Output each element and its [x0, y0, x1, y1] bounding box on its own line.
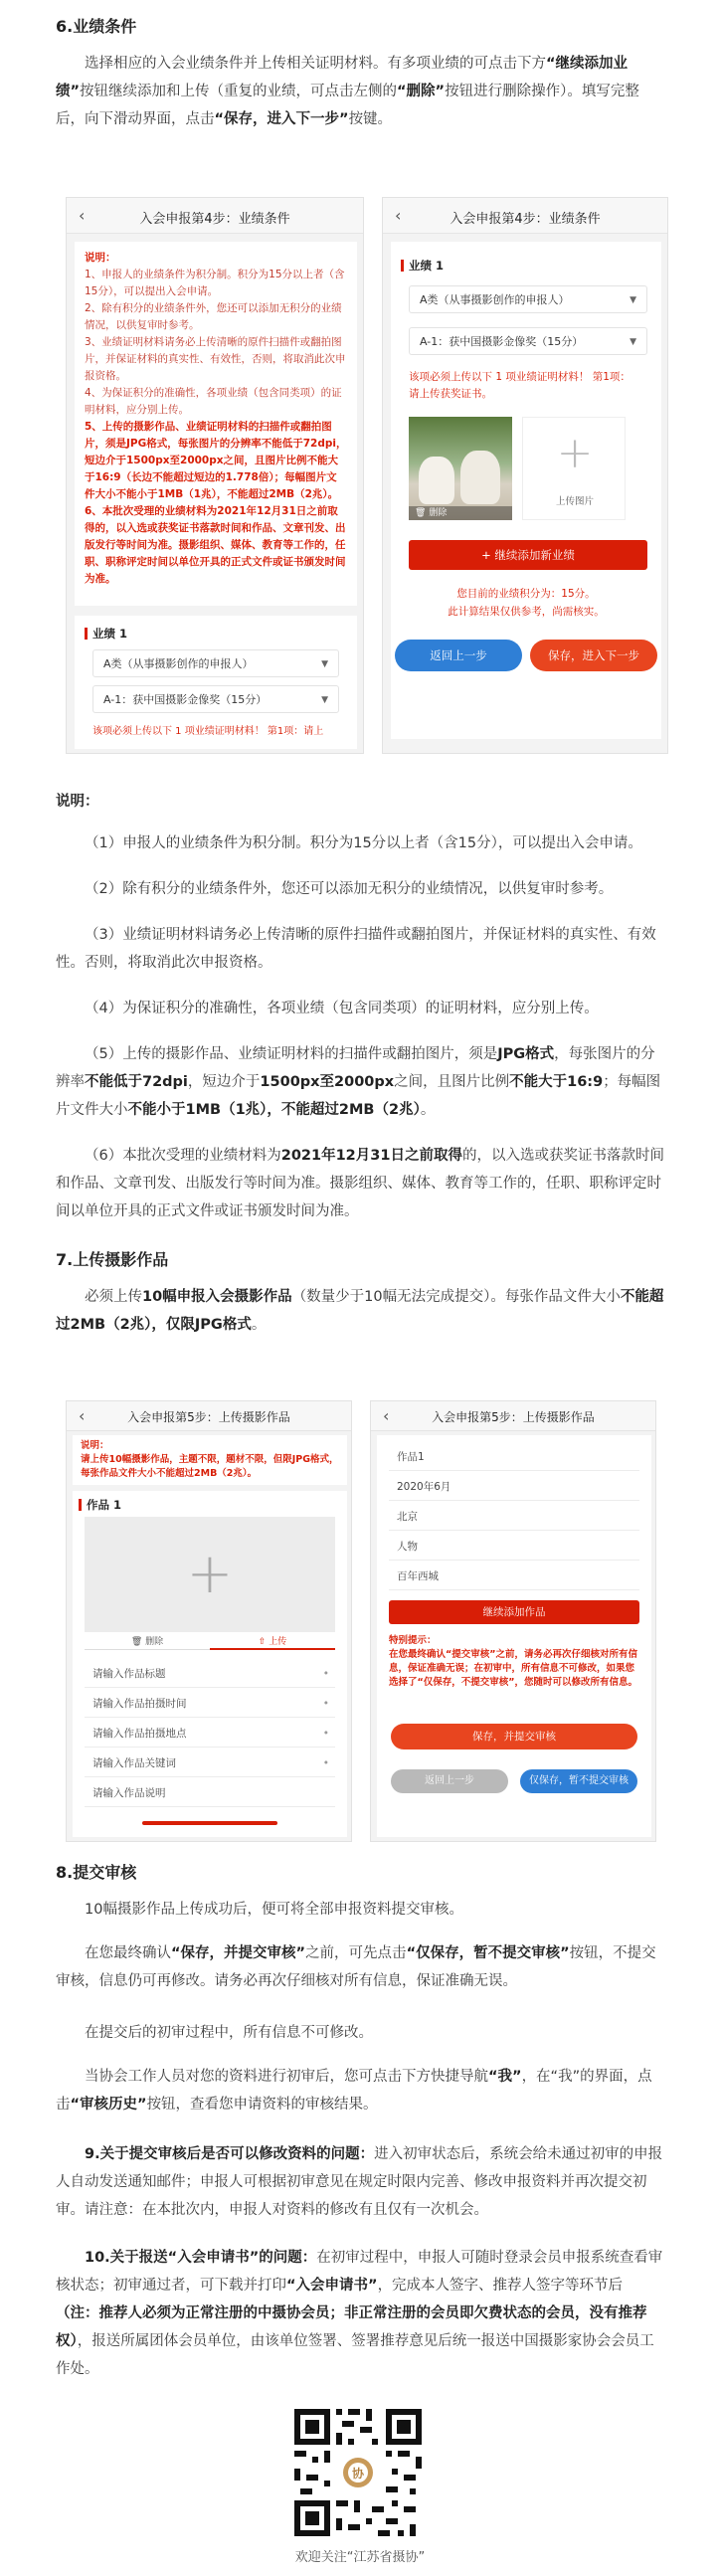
back-arrow-icon[interactable]: ‹ [79, 206, 86, 225]
upload-tab[interactable]: ⇧ 上传 [210, 1634, 335, 1650]
description-field[interactable]: 百年西城 [389, 1564, 639, 1590]
chevron-down-icon: ▼ [321, 695, 328, 705]
qr-logo-text: 协 [351, 2467, 364, 2481]
section7-title: 7.上传摄影作品 [56, 1250, 169, 1269]
location-field[interactable]: 请输入作品拍摄地点 • [85, 1722, 335, 1748]
chevron-down-icon: ▼ [630, 337, 636, 347]
note-p4: （4）为保证积分的准确性，各项业绩（包含同类项）的证明材料，应分别上传。 [85, 1001, 599, 1016]
title-field[interactable]: 作品1 [389, 1445, 639, 1471]
tip-text: 在您最终确认“提交审核”之前，请务必再次仔细核对所有信息，保证准确无误；在初审中，所有信息不可修改，如果您选择了“仅保存，不提交审核”，您随时可以修改所有信息。 [389, 1649, 637, 1688]
item-select[interactable]: A-1：获中国摄影金像奖（15分） ▼ [409, 327, 647, 355]
location-field[interactable]: 北京 [389, 1505, 639, 1531]
back-button[interactable]: 返回上一步 [395, 640, 522, 671]
pelican-shape [460, 451, 500, 504]
achievement-card [75, 616, 357, 749]
section8-p4: 当协会工作人员对您的资料进行初审后，您可点击下方快捷导航“我”，在“我”的界面，点击“审核历史”按钮，查看您申请资料的审核结果。 [56, 2069, 652, 2113]
upload-warning: 该项必须上传以下 1 项业绩证明材料！ 第1项：请上传获奖证书。 [409, 371, 630, 400]
description-field[interactable]: 请输入作品说明 [85, 1781, 335, 1807]
keyword-field[interactable]: 人物 [389, 1535, 639, 1561]
note-p5: （5）上传的摄影作品、业绩证明材料的扫描件或翻拍图片，须是JPG格式，每张图片的分辨率不能低于72dpi，短边介于1500px至2000px之间，且图片比例不能大于16:9；每幅图片文件大小不能小于1MB（1兆），不能超过2MB（2兆）。 [56, 1046, 661, 1118]
note-item: 2、除有积分的业绩条件外，您还可以添加无积分的业绩情况，以供复审时参考。 [85, 302, 342, 331]
pelican-shape [419, 457, 454, 504]
uploaded-photo-pelicans [409, 417, 512, 520]
achievement-label: 业绩 1 [409, 259, 445, 273]
section7-body: 必须上传10幅申报入会摄影作品（数量少于10幅无法完成提交）。每张作品文件大小不能超过2MB（2兆），仅限JPG格式。 [56, 1289, 664, 1333]
back-arrow-icon[interactable]: ‹ [383, 1406, 390, 1425]
note-item-red: 5、上传的摄影作品、业绩证明材料的扫描件或翻拍图片，须是JPG格式，每张图片的分辨率不能低于72dpi，短边介于1500px至2000px之间，且图片比例不能大于16:9（长边不能超过短边的1.778倍）；每幅图片文件大小不能小于1MB（1兆），不能超过2MB（2兆）。 [85, 421, 347, 500]
section6-intro: 选择相应的入会业绩条件并上传相关证明材料。有多项业绩的可点击下方“继续添加业绩”按钮继续添加和上传（重复的业绩，可点击左侧的“删除”按钮进行删除操作）。填写完整后，向下滑动界面，点击“保存，进入下一步”按键。 [56, 56, 639, 127]
chevron-down-icon: ▼ [321, 659, 328, 669]
plus-icon: + [556, 428, 594, 478]
achievement-card [391, 242, 661, 739]
trash-icon: 🗑 [415, 508, 427, 518]
upload-label: 上传图片 [555, 496, 594, 507]
notes-label: 说明： [81, 1440, 109, 1451]
category-select[interactable]: A类（从事摄影创作的申报人） ▼ [409, 285, 647, 313]
score-line: 您目前的业绩积分为：15分。 [456, 588, 596, 600]
add-work-button[interactable]: 继续添加作品 [389, 1600, 639, 1624]
phone-title: 入会申报第4步：业绩条件 [139, 212, 290, 227]
work-card [73, 1491, 347, 1837]
upload-icon: ⇧ [258, 1637, 267, 1647]
section8-p1: 10幅摄影作品上传成功后，便可将全部申报资料提交审核。 [85, 1902, 463, 1918]
phone-screen-step4-notes [66, 197, 364, 754]
chevron-down-icon: ▼ [630, 295, 636, 305]
scroll-indicator [142, 1821, 277, 1825]
keyword-field[interactable]: 请输入作品关键词 • [85, 1751, 335, 1777]
back-button[interactable]: 返回上一步 [391, 1769, 508, 1793]
upload-warning: 该项必须上传以下 1 项业绩证明材料！ 第1项：请上 [92, 726, 324, 737]
notes-card [75, 242, 357, 606]
title-field[interactable]: 请输入作品标题 • [85, 1662, 335, 1688]
save-only-button[interactable]: 仅保存，暂不提交审核 [520, 1769, 637, 1793]
note-p6: （6）本批次受理的业绩材料为2021年12月31日之前取得的，以入选或获奖证书落款时间和作品、文章刊发、出版发行等时间为准。摄影组织、媒体、教育等工作的，任职、职称评定时间以单位开具的正式文件或证书颁发时间为准。 [56, 1148, 664, 1219]
date-field[interactable]: 请输入作品拍摄时间 • [85, 1692, 335, 1718]
note-item: 1、申报人的业绩条件为积分制。积分为15分以上者（含15分），可以提出入会申请。 [85, 269, 345, 297]
phone-header [67, 198, 363, 234]
notes-label: 说明： [85, 252, 116, 264]
phone-header [371, 1401, 655, 1431]
trash-icon: 🗑 [130, 1637, 143, 1647]
notes-text: 请上传10幅摄影作品，主题不限，题材不限，但限JPG格式，每张作品文件大小不能超过2MB（2兆）。 [81, 1454, 339, 1479]
score-note: 此计算结果仅供参考，尚需核实。 [448, 606, 605, 618]
qr-code [290, 2405, 426, 2540]
delete-photo-button[interactable]: 🗑 删除 [409, 506, 512, 520]
save-next-button[interactable]: 保存，进入下一步 [530, 640, 657, 671]
back-arrow-icon[interactable]: ‹ [395, 206, 402, 225]
phone-header [383, 198, 667, 234]
note-item: 4、为保证积分的准确性，各项业绩（包含同类项）的证明材料，应分别上传。 [85, 387, 342, 416]
phone-header [67, 1401, 351, 1431]
qr-caption: 欢迎关注“江苏省摄协” [294, 2550, 426, 2565]
section-marker [401, 260, 404, 272]
section9: 9.关于提交审核后是否可以修改资料的问题：进入初审状态后，系统会给未通过初审的申报人自动发送通知邮件；申报人可根据初审意见在规定时限内完善、修改申报资料并再次提交初审。请注意：在本批次内，申报人对资料的修改有且仅有一次机会。 [56, 2146, 663, 2218]
upload-image-button[interactable] [522, 417, 626, 520]
save-submit-button[interactable]: 保存，并提交审核 [391, 1724, 637, 1749]
work-label: 作品 1 [87, 1498, 122, 1512]
tip-label: 特别提示： [389, 1635, 437, 1646]
phone-screen-step4-upload [382, 197, 668, 754]
phone-title: 入会申报第5步：上传摄影作品 [432, 1410, 595, 1424]
note-item: 3、业绩证明材料请务必上传清晰的原件扫描件或翻拍图片，并保证材料的真实性、有效性，否则，将取消此次申报资格。 [85, 336, 346, 382]
phone-title: 入会申报第4步：业绩条件 [450, 212, 601, 227]
section8-title: 8.提交审核 [56, 1863, 137, 1882]
add-achievement-button[interactable]: + 继续添加新业绩 [409, 540, 647, 570]
section6-title: 6.业绩条件 [56, 17, 137, 36]
work-form-card [377, 1435, 651, 1837]
achievement-label: 业绩 1 [92, 627, 128, 641]
notes-title: 说明： [56, 794, 99, 810]
phone-screen-step5-submit [370, 1400, 656, 1842]
phone-title: 入会申报第5步：上传摄影作品 [127, 1410, 290, 1424]
category-select[interactable]: A类（从事摄影创作的申报人） ▼ [92, 649, 339, 677]
delete-tab[interactable]: 🗑 删除 [85, 1634, 210, 1650]
phone-screen-step5-upload [66, 1400, 352, 1842]
notes-card [73, 1435, 347, 1485]
section10: 10.关于报送“入会申请书”的问题：在初审过程中，申报人可随时登录会员申报系统查看审核状态；初审通过者，可下载并打印“入会申请书”，完成本人签字、推荐人签字等环节后（注：推荐人必须为正常注册的中摄协会员；非正常注册的会员即欠费状态的会员，没有推荐权），报送所属团体会员单位，由该单位签署、签署推荐意见后统一报送中国摄影家协会会员工作处。 [56, 2250, 663, 2377]
upload-area[interactable] [85, 1517, 335, 1632]
item-select[interactable]: A-1：获中国摄影金像奖（15分） ▼ [92, 685, 339, 713]
back-arrow-icon[interactable]: ‹ [79, 1406, 86, 1425]
note-p1: （1）申报人的业绩条件为积分制。积分为15分以上者（含15分），可以提出入会申请。 [85, 835, 642, 851]
note-p2: （2）除有积分的业绩条件外，您还可以添加无积分的业绩情况，以供复审时参考。 [85, 881, 614, 897]
section8-p2: 在您最终确认“保存，并提交审核”之前，可先点击“仅保存，暂不提交审核”按钮，不提交审核，信息仍可再修改。请务必再次仔细核对所有信息，保证准确无误。 [56, 1945, 656, 1989]
note-p3: （3）业绩证明材料请务必上传清晰的原件扫描件或翻拍图片，并保证材料的真实性、有效性。否则，将取消此次申报资格。 [56, 927, 656, 971]
section-marker [85, 628, 88, 640]
section-marker [79, 1499, 82, 1511]
date-field[interactable]: 2020年6月 [389, 1475, 639, 1501]
note-item-red: 6、本批次受理的业绩材料为2021年12月31日之前取得的，以入选或获奖证书落款时间和作品、文章刊发、出版发行等时间为准。摄影组织、媒体、教育等工作的，任职、职称评定时间以单位开具的正式文件或证书颁发时间为准。 [85, 505, 346, 585]
section8-p3: 在提交后的初审过程中，所有信息不可修改。 [85, 2025, 373, 2041]
plus-icon: + [186, 1542, 234, 1606]
